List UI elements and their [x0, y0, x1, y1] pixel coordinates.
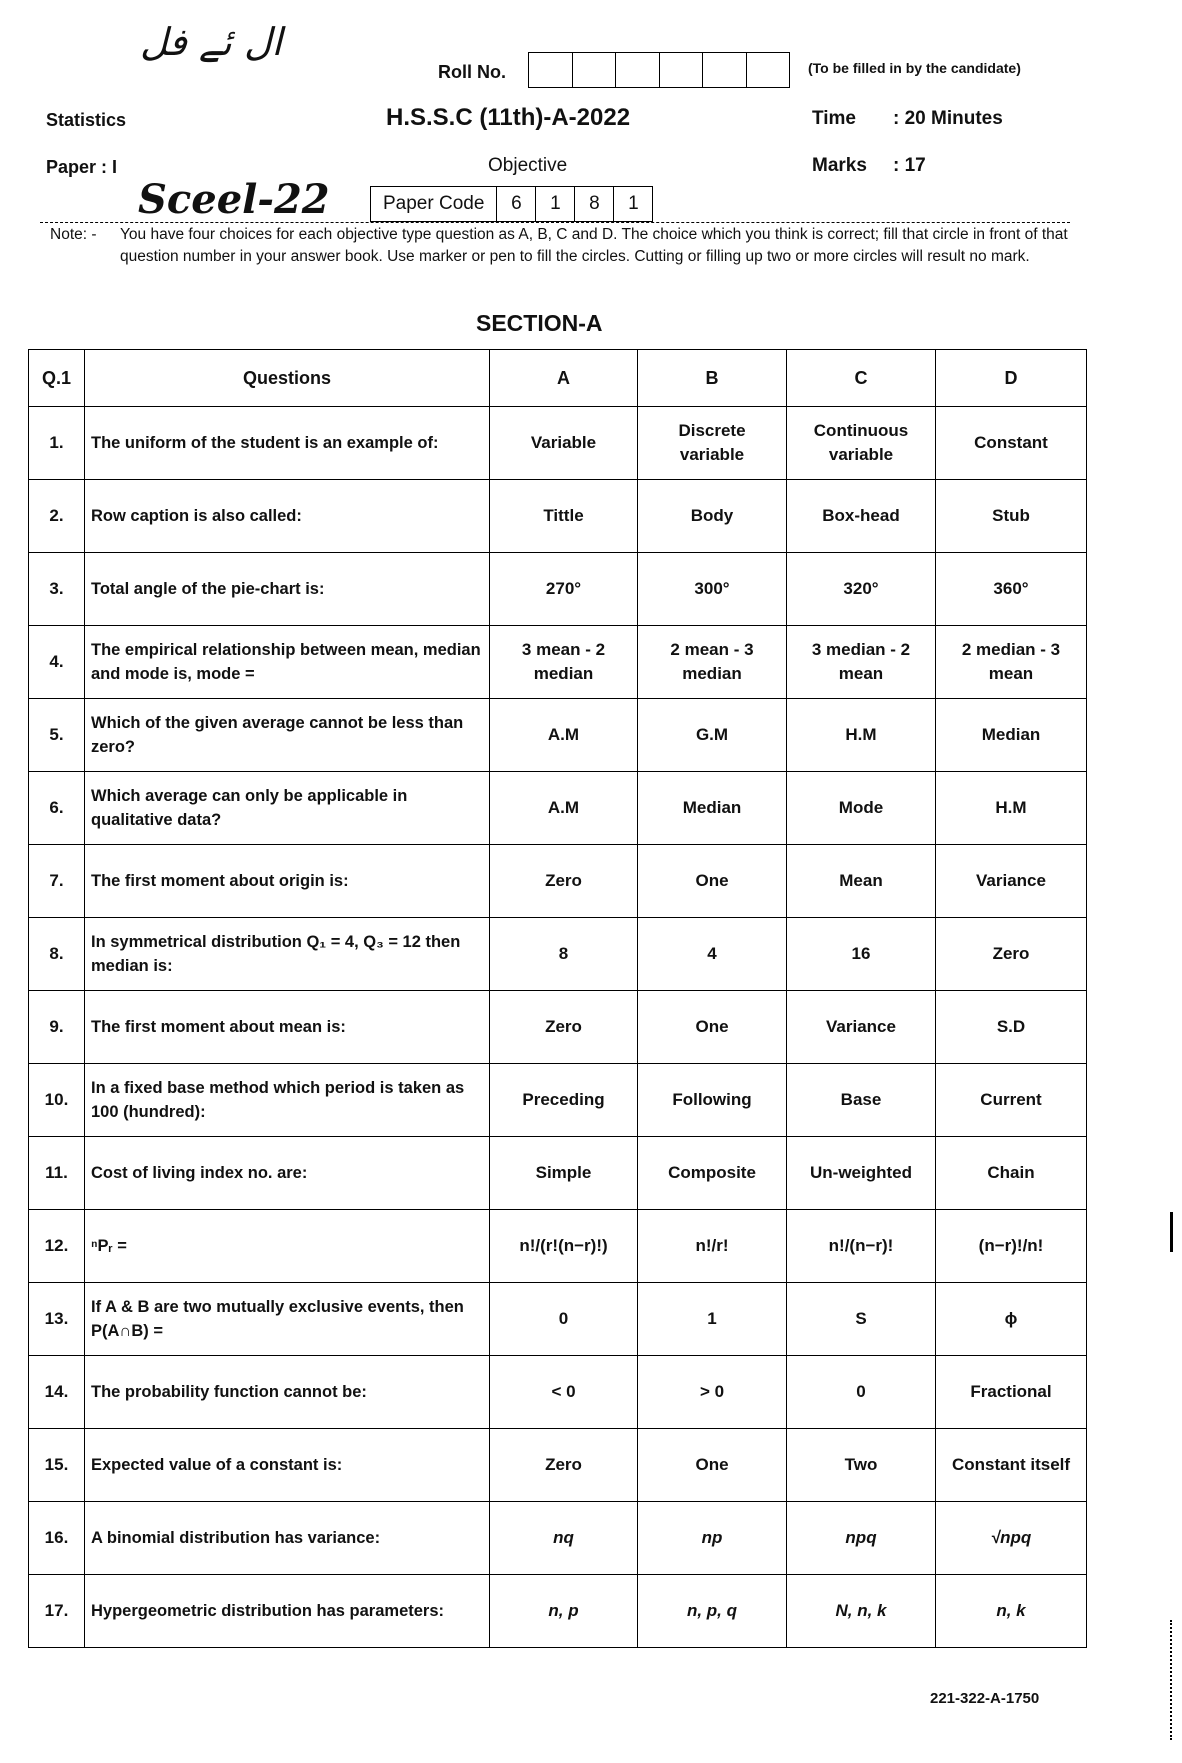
option-a: 0 — [490, 1283, 638, 1356]
question-text: Total angle of the pie-chart is: — [85, 553, 490, 626]
table-row — [29, 1210, 1087, 1283]
option-c: Two — [787, 1429, 936, 1502]
option-a: Zero — [490, 1429, 638, 1502]
question-number: 9. — [29, 991, 85, 1064]
option-b: n, p, q — [638, 1575, 787, 1648]
question-number: 3. — [29, 553, 85, 626]
question-number: 13. — [29, 1283, 85, 1356]
option-c: 0 — [787, 1356, 936, 1429]
marks-value: : 17 — [893, 155, 926, 176]
option-b: One — [638, 845, 787, 918]
roll-number-boxes[interactable] — [528, 52, 790, 88]
option-d: Chain — [936, 1137, 1087, 1210]
paper-type: Objective — [488, 155, 568, 176]
question-number: 16. — [29, 1502, 85, 1575]
option-d: (n−r)!/n! — [936, 1210, 1087, 1283]
option-d: Zero — [936, 918, 1087, 991]
paper-code-digit: 6 — [497, 187, 536, 221]
option-a: 270° — [490, 553, 638, 626]
question-number: 5. — [29, 699, 85, 772]
option-c: Mode — [787, 772, 936, 845]
option-d: Constant — [936, 407, 1087, 480]
time-value: : 20 Minutes — [893, 108, 1003, 129]
question-number: 11. — [29, 1137, 85, 1210]
time-label: Time — [812, 108, 857, 129]
option-d: Constant itself — [936, 1429, 1087, 1502]
signature: ال ئے فل — [140, 20, 283, 64]
table-row — [29, 480, 1087, 553]
scan-edge-mark — [1170, 1620, 1175, 1740]
option-d: S.D — [936, 991, 1087, 1064]
paper-label: Paper : I — [46, 157, 118, 177]
question-number: 17. — [29, 1575, 85, 1648]
table-row — [29, 772, 1087, 845]
option-c: Base — [787, 1064, 936, 1137]
note-label: Note: - — [50, 226, 97, 243]
option-d: n, k — [936, 1575, 1087, 1648]
marks-label: Marks — [812, 155, 867, 176]
option-b: > 0 — [638, 1356, 787, 1429]
option-b: Composite — [638, 1137, 787, 1210]
table-row — [29, 626, 1087, 699]
paper-code-box — [370, 186, 653, 222]
question-text: If A & B are two mutually exclusive events, then P(A∩B) = — [85, 1283, 490, 1356]
table-row — [29, 1356, 1087, 1429]
option-b: Discrete variable — [638, 407, 787, 480]
roll-note: (To be filled in by the candidate) — [808, 60, 1021, 76]
table-row — [29, 1064, 1087, 1137]
header-option-c: C — [787, 350, 936, 407]
option-a: 3 mean - 2 median — [490, 626, 638, 699]
option-c: Un-weighted — [787, 1137, 936, 1210]
table-header-row — [29, 350, 1087, 407]
option-a: Zero — [490, 845, 638, 918]
option-c: Mean — [787, 845, 936, 918]
option-d: 360° — [936, 553, 1087, 626]
option-d: Variance — [936, 845, 1087, 918]
table-row — [29, 407, 1087, 480]
option-b: 4 — [638, 918, 787, 991]
option-a: Preceding — [490, 1064, 638, 1137]
option-a: < 0 — [490, 1356, 638, 1429]
question-text: Expected value of a constant is: — [85, 1429, 490, 1502]
option-c: 16 — [787, 918, 936, 991]
table-row — [29, 1137, 1087, 1210]
note-text: You have four choices for each objective type question as A, B, C and D. The choice which you think is correct; fill that circle in front of that question number in your answer book. Use marker or pen to fill the circles. Cutting or filling up two or more circles will result no mark. — [120, 226, 1068, 265]
question-text: Which of the given average cannot be less than zero? — [85, 699, 490, 772]
option-d: Fractional — [936, 1356, 1087, 1429]
option-b: n!/r! — [638, 1210, 787, 1283]
option-b: One — [638, 1429, 787, 1502]
header-option-b: B — [638, 350, 787, 407]
option-d: Median — [936, 699, 1087, 772]
table-row — [29, 1502, 1087, 1575]
header-divider — [40, 222, 1070, 223]
table-row — [29, 553, 1087, 626]
option-d: Current — [936, 1064, 1087, 1137]
question-text: The probability function cannot be: — [85, 1356, 490, 1429]
roll-label: Roll No. — [438, 62, 506, 82]
question-number: 8. — [29, 918, 85, 991]
table-row — [29, 845, 1087, 918]
header-question: Questions — [85, 350, 490, 407]
option-a: Variable — [490, 407, 638, 480]
option-a: n, p — [490, 1575, 638, 1648]
option-a: n!/(r!(n−r)!) — [490, 1210, 638, 1283]
option-b: np — [638, 1502, 787, 1575]
option-d: 2 median - 3 mean — [936, 626, 1087, 699]
question-text: ⁿPᵣ = — [85, 1210, 490, 1283]
paper-code-digit: 1 — [536, 187, 575, 221]
question-text: Which average can only be applicable in qualitative data? — [85, 772, 490, 845]
table-row — [29, 699, 1087, 772]
question-text: The uniform of the student is an example of: — [85, 407, 490, 480]
section-title: SECTION-A — [476, 310, 603, 336]
question-number: 10. — [29, 1064, 85, 1137]
header-qnum: Q.1 — [29, 350, 85, 407]
option-b: Body — [638, 480, 787, 553]
question-text: Row caption is also called: — [85, 480, 490, 553]
question-text: A binomial distribution has variance: — [85, 1502, 490, 1575]
exam-title: H.S.S.C (11th)-A-2022 — [386, 104, 631, 131]
table-row — [29, 1429, 1087, 1502]
option-c: Continuous variable — [787, 407, 936, 480]
option-a: 8 — [490, 918, 638, 991]
option-a: Tittle — [490, 480, 638, 553]
option-b: 300° — [638, 553, 787, 626]
question-number: 7. — [29, 845, 85, 918]
scan-edge-mark — [1170, 1212, 1173, 1252]
option-d: H.M — [936, 772, 1087, 845]
instructions-note — [50, 224, 1070, 268]
subject: Statistics — [46, 110, 127, 130]
option-d: Stub — [936, 480, 1087, 553]
option-c: 320° — [787, 553, 936, 626]
table-row — [29, 918, 1087, 991]
option-c: N, n, k — [787, 1575, 936, 1648]
table-row — [29, 1575, 1087, 1648]
footer-code: 221-322-A-1750 — [930, 1690, 1040, 1707]
question-text: Hypergeometric distribution has parameters: — [85, 1575, 490, 1648]
question-number: 2. — [29, 480, 85, 553]
table-row — [29, 1283, 1087, 1356]
option-c: S — [787, 1283, 936, 1356]
question-text: In symmetrical distribution Q₁ = 4, Q₃ = 12 then median is: — [85, 918, 490, 991]
option-c: n!/(n−r)! — [787, 1210, 936, 1283]
header-option-a: A — [490, 350, 638, 407]
option-d: √npq — [936, 1502, 1087, 1575]
paper-code-digit: 1 — [628, 193, 639, 214]
option-c: 3 median - 2 mean — [787, 626, 936, 699]
option-b: G.M — [638, 699, 787, 772]
question-number: 12. — [29, 1210, 85, 1283]
paper-code-label: Paper Code — [371, 187, 497, 221]
option-c: Variance — [787, 991, 936, 1064]
mcq-table — [28, 349, 1087, 1648]
question-number: 1. — [29, 407, 85, 480]
question-number: 15. — [29, 1429, 85, 1502]
question-text: The empirical relationship between mean, median and mode is, mode = — [85, 626, 490, 699]
option-a: nq — [490, 1502, 638, 1575]
question-number: 14. — [29, 1356, 85, 1429]
question-text: Cost of living index no. are: — [85, 1137, 490, 1210]
question-number: 4. — [29, 626, 85, 699]
option-a: A.M — [490, 699, 638, 772]
option-b: 1 — [638, 1283, 787, 1356]
option-a: Simple — [490, 1137, 638, 1210]
option-a: A.M — [490, 772, 638, 845]
table-row — [29, 991, 1087, 1064]
option-d: ϕ — [936, 1283, 1087, 1356]
handwritten-code: Sceel-22 — [138, 176, 330, 223]
question-number: 6. — [29, 772, 85, 845]
option-c: Box-head — [787, 480, 936, 553]
option-c: H.M — [787, 699, 936, 772]
question-text: In a fixed base method which period is taken as 100 (hundred): — [85, 1064, 490, 1137]
option-b: One — [638, 991, 787, 1064]
option-a: Zero — [490, 991, 638, 1064]
option-c: npq — [787, 1502, 936, 1575]
question-text: The first moment about mean is: — [85, 991, 490, 1064]
header-option-d: D — [936, 350, 1087, 407]
question-text: The first moment about origin is: — [85, 845, 490, 918]
option-b: Following — [638, 1064, 787, 1137]
option-b: Median — [638, 772, 787, 845]
option-b: 2 mean - 3 median — [638, 626, 787, 699]
paper-code-digit: 8 — [575, 187, 614, 221]
